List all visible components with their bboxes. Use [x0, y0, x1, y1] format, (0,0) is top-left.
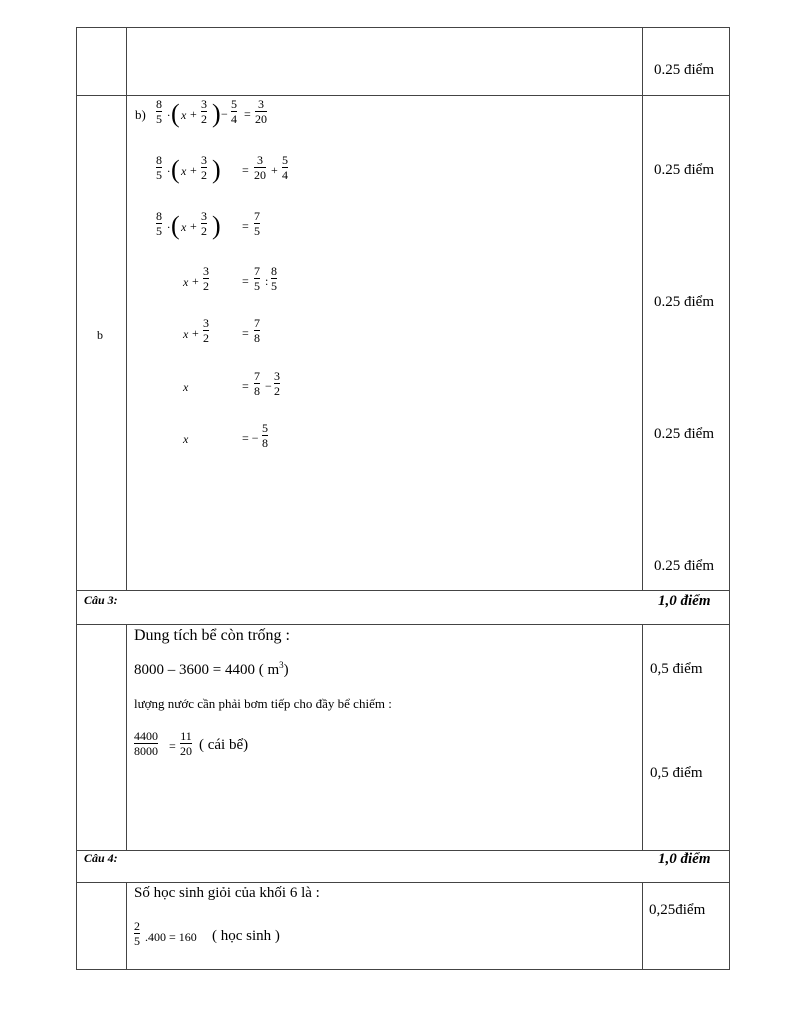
points-label: 0.25 điểm: [654, 558, 714, 574]
table-border: [729, 27, 730, 970]
points-label: 0,25điểm: [649, 902, 706, 918]
text-line: ( cái bể): [199, 737, 249, 753]
points-label: 0,5 điểm: [650, 661, 703, 677]
text-line: Dung tích bể còn trống :: [134, 627, 290, 644]
text-line: 8000 – 3600 = 4400 ( $m^3$): [134, 660, 289, 678]
math-expression: .400 = 160: [145, 930, 197, 944]
text-line: Số học sinh giỏi của khối 6 là :: [134, 885, 320, 901]
table-border: [76, 590, 730, 591]
question-total: 1,0 điểm: [658, 593, 711, 609]
fraction: 2 5: [134, 919, 140, 948]
table-border: [126, 27, 127, 590]
table-border: [126, 882, 127, 969]
points-label: 0.25 điểm: [654, 294, 714, 310]
row-label: b: [97, 328, 103, 342]
table-border: [76, 850, 730, 851]
table-border: [642, 624, 643, 850]
part-label: b): [135, 107, 146, 122]
question-total: 1,0 điểm: [658, 851, 711, 867]
table-border: [76, 27, 730, 28]
points-label: 0.25 điểm: [654, 62, 714, 78]
table-border: [76, 882, 730, 883]
text-line: ( học sinh ): [212, 928, 280, 944]
question-label: Câu 3:: [84, 593, 118, 607]
points-label: 0.25 điểm: [654, 426, 714, 442]
table-border: [76, 969, 730, 970]
table-border: [642, 882, 643, 969]
points-label: 0.25 điểm: [654, 162, 714, 178]
table-border: [76, 95, 730, 96]
text-line: lượng nước cần phải bơm tiếp cho đầy bể chiếm :: [134, 696, 392, 711]
points-label: 0,5 điểm: [650, 765, 703, 781]
table-border: [76, 624, 730, 625]
table-border: [76, 27, 77, 970]
table-border: [126, 624, 127, 850]
table-border: [642, 27, 643, 590]
question-label: Câu 4:: [84, 851, 118, 865]
